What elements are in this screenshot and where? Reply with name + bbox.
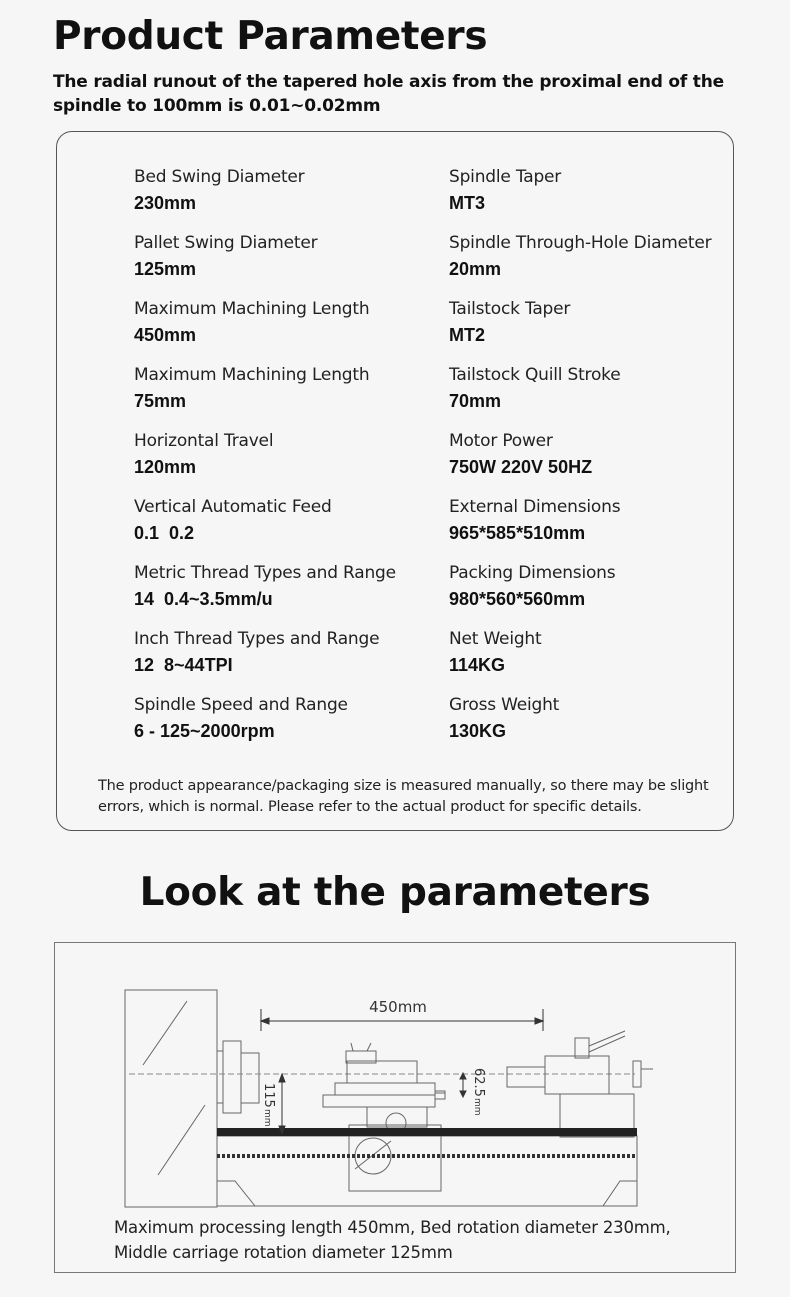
specs-right-column — [449, 166, 711, 760]
spec-label: Spindle Speed and Range — [134, 695, 348, 715]
spec-label: Gross Weight — [449, 695, 560, 715]
diagram-caption: Maximum processing length 450mm, Bed rotation diameter 230mm, Middle carriage rotation diameter 125mm — [114, 1218, 671, 1262]
spec-item — [449, 628, 711, 694]
offset-dimension — [460, 1073, 466, 1097]
glass-reflection-line — [158, 1105, 205, 1175]
spec-value: 75mm — [134, 391, 187, 411]
spec-value: 0.1 0.2 — [134, 523, 195, 543]
spec-value: 965*585*510mm — [449, 523, 586, 543]
spec-label: Net Weight — [449, 629, 542, 649]
spec-label: Pallet Swing Diameter — [134, 233, 318, 253]
spec-value: 230mm — [134, 193, 197, 213]
spec-value: 6 - 125~2000rpm — [134, 721, 275, 741]
spec-item — [449, 496, 711, 562]
height-dimension — [279, 1074, 285, 1134]
spec-label: Spindle Through-Hole Diameter — [449, 233, 712, 253]
spec-item — [134, 694, 396, 760]
length-dimension-label: 450mm — [369, 998, 427, 1016]
page-subtitle: The radial runout of the tapered hole axis from the proximal end of the spindle to 100mm is 0.01~0.02mm — [53, 72, 724, 116]
spec-label: Inch Thread Types and Range — [134, 629, 380, 649]
spec-value: MT3 — [449, 193, 485, 213]
height-dimension-label-group — [261, 1083, 276, 1127]
spec-label: Motor Power — [449, 431, 553, 451]
section-title: Look at the parameters — [139, 870, 651, 915]
spec-item — [449, 298, 711, 364]
specs-left-column — [134, 166, 396, 760]
spec-label: Maximum Machining Length — [134, 365, 370, 385]
spec-label: Packing Dimensions — [449, 563, 616, 583]
lathe-diagram-frame — [54, 942, 736, 1273]
spec-value: 14 0.4~3.5mm/u — [134, 589, 273, 609]
offset-dimension-label: 62.5 — [471, 1068, 486, 1097]
spec-value: 12 8~44TPI — [134, 655, 233, 675]
spec-item — [449, 166, 711, 232]
spec-value: 130KG — [449, 721, 507, 741]
bed-outline — [217, 1136, 637, 1206]
spec-label: External Dimensions — [449, 497, 621, 517]
spec-item — [134, 166, 396, 232]
spec-item — [449, 430, 711, 496]
spec-label: Spindle Taper — [449, 167, 562, 187]
glass-reflection-line — [143, 1001, 187, 1065]
page-title: Product Parameters — [53, 14, 488, 59]
spec-label: Maximum Machining Length — [134, 299, 370, 319]
spec-item — [134, 364, 396, 430]
spec-value: 70mm — [449, 391, 502, 411]
spec-label: Vertical Automatic Feed — [134, 497, 332, 517]
spec-item — [449, 694, 711, 760]
offset-dimension-label-group — [471, 1068, 486, 1116]
spec-label: Tailstock Quill Stroke — [449, 365, 621, 385]
spec-value: 125mm — [134, 259, 197, 279]
specs-card — [56, 131, 734, 831]
spec-label: Metric Thread Types and Range — [134, 563, 396, 583]
tailstock-outline — [545, 1056, 609, 1094]
spec-value: 114KG — [449, 655, 506, 675]
offset-dimension-unit: mm — [472, 1098, 482, 1116]
spec-item — [134, 496, 396, 562]
spec-value: 120mm — [134, 457, 197, 477]
spec-item — [134, 298, 396, 364]
spec-label: Bed Swing Diameter — [134, 167, 305, 187]
height-dimension-label: 115 — [261, 1083, 276, 1108]
spec-value: 20mm — [449, 259, 502, 279]
spec-item — [134, 430, 396, 496]
height-dimension-unit: mm — [262, 1109, 272, 1127]
spec-value: 980*560*560mm — [449, 589, 586, 609]
spec-label: Horizontal Travel — [134, 431, 274, 451]
spec-value: MT2 — [449, 325, 485, 345]
spec-item — [449, 232, 711, 298]
spec-value: 450mm — [134, 325, 197, 345]
disclaimer-text: The product appearance/packaging size is measured manually, so there may be slight errors, which is normal. Please refer to the actual product for specific details. — [98, 778, 709, 815]
spec-value: 750W 220V 50HZ — [449, 457, 593, 477]
spec-item — [134, 562, 396, 628]
spec-item — [134, 628, 396, 694]
spec-item — [449, 562, 711, 628]
spec-item — [134, 232, 396, 298]
spec-item — [449, 364, 711, 430]
headstock-outline — [125, 990, 217, 1207]
spec-label: Tailstock Taper — [449, 299, 571, 319]
